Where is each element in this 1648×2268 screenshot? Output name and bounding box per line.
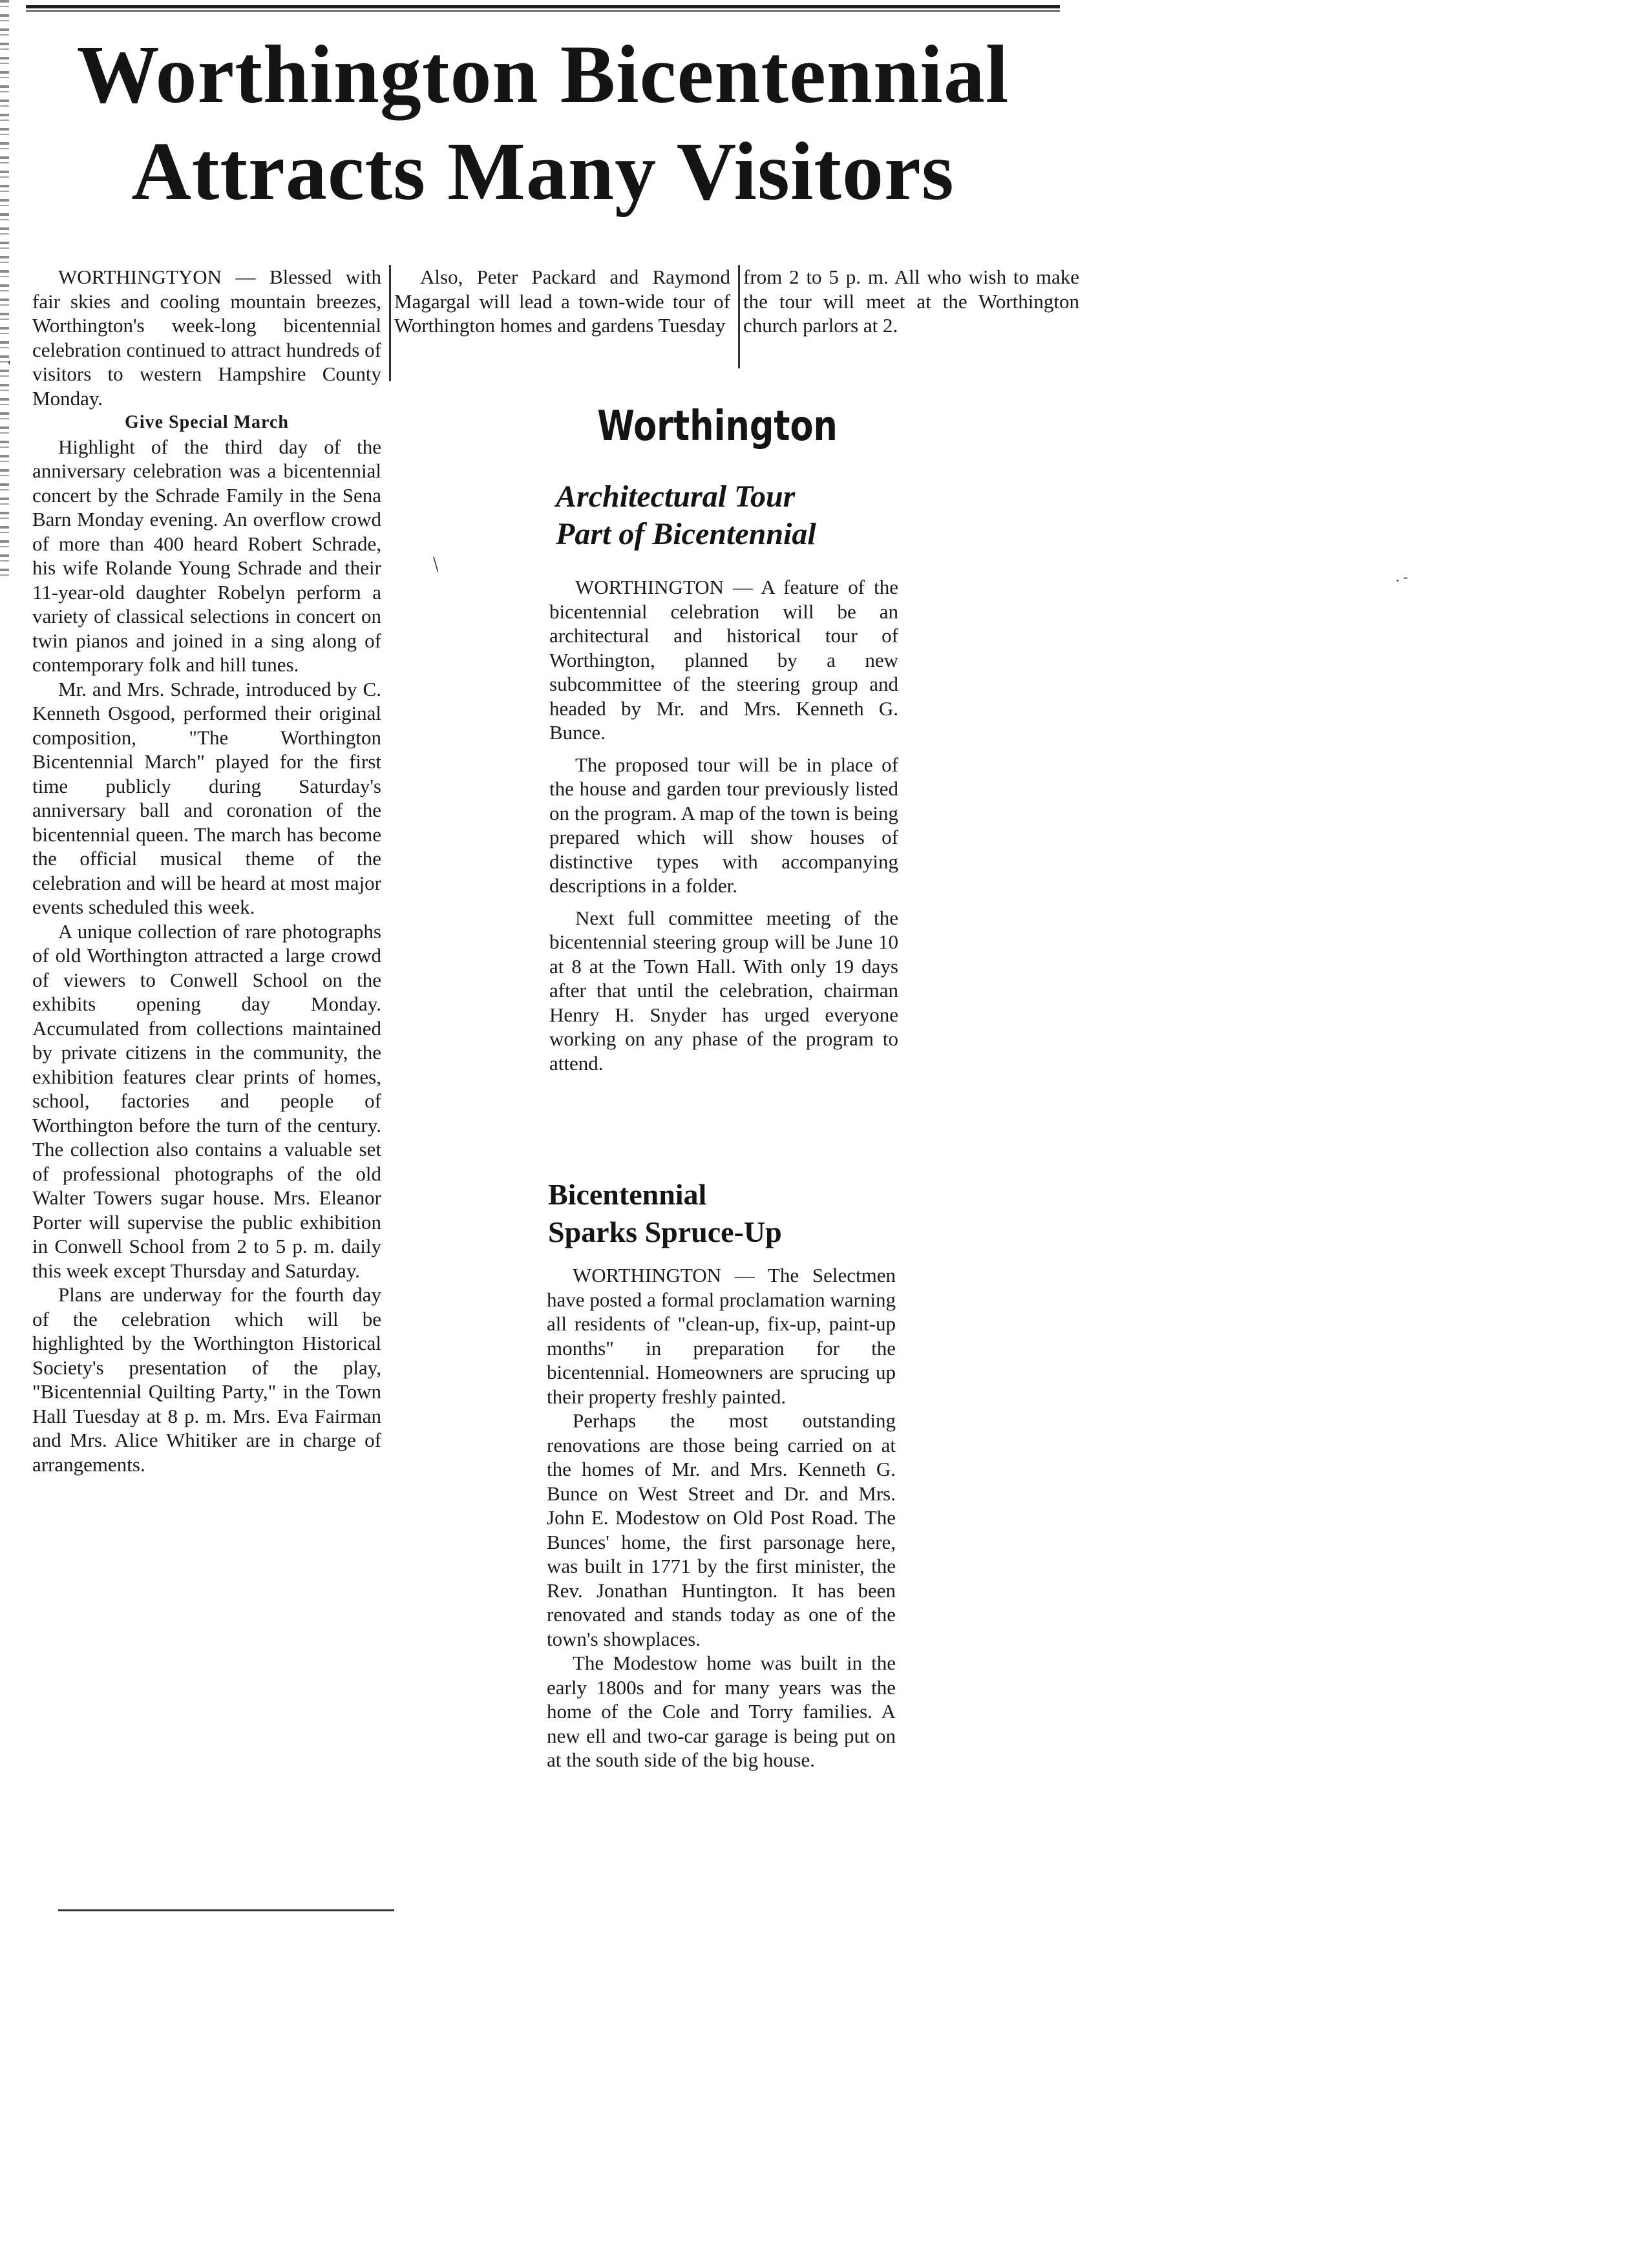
main-story-column-1 xyxy=(32,265,381,1476)
architectural-paragraph: Next full committee meeting of the bicentennial steering group will be June 10 at 8 at the Town Hall. With only 19 days after that until the celebration, chairman Henry H. Snyder has urged everyone working on any phase of the program to attend. xyxy=(549,906,898,1075)
spruce-head-line-1: Bicentennial xyxy=(548,1178,707,1211)
architectural-paragraph: The proposed tour will be in place of the house and garden tour previously listed on the program. A map of the town is being prepared which will show houses of distinctive types with accompanying descriptions in a folder. xyxy=(549,753,898,897)
top-rule-thin xyxy=(26,10,1060,12)
headline-spruce-up xyxy=(548,1176,910,1251)
spruce-paragraph: WORTHINGTON — The Selectmen have posted a formal proclamation warning all residents of "clean-up, fix-up, paint-up months" in preparation for the bicentennial. Homeowners are sprucing up their property freshly painted. xyxy=(547,1264,896,1408)
headline-line-1: Worthington Bicentennial xyxy=(76,28,1009,120)
main-story-paragraph: Plans are underway for the fourth day of the celebration which will be highlighted by the Worthington Historical Society's presentation of the play, "Bicentennial Quilting Party," in the Town Hall Tuesday at 8 p. m. Mrs. Eva Fairman and Mrs. Alice Whitiker are in charge of arrangements. xyxy=(32,1283,381,1476)
main-story-column-2 xyxy=(394,265,730,338)
headline-line-2: Attracts Many Visitors xyxy=(131,125,955,217)
main-story-column-3 xyxy=(743,265,1079,338)
scan-mark: / xyxy=(426,552,445,576)
column-rule xyxy=(738,265,740,368)
kicker-architectural-tour xyxy=(556,478,918,553)
scan-mark: ' xyxy=(8,359,11,375)
spruce-head-line-2: Sparks Spruce-Up xyxy=(548,1215,782,1248)
main-story-lead: WORTHINGTYON — Blessed with fair skies and cooling mountain breezes, Worthington's week-long bicentennial celebration continued to attract hundreds of visitors to western Hampshire County Monday. xyxy=(32,266,381,410)
architectural-paragraph: WORTHINGTON — A feature of the bicentennial celebration will be an architectural and historical tour of Worthington, planned by a new subcommittee of the steering group and headed by Mr. and Mrs. Kenneth G. Bunce. xyxy=(549,576,898,744)
spruce-story-body xyxy=(547,1263,896,1772)
story-end-rule xyxy=(58,1909,394,1911)
column-rule xyxy=(389,265,391,381)
kicker-line-2: Part of Bicentennial xyxy=(556,517,816,551)
architectural-story-body xyxy=(549,575,898,1075)
main-story-paragraph: Also, Peter Packard and Raymond Magargal will lead a town-wide tour of Worthington homes and gardens Tuesday xyxy=(394,266,730,337)
main-story-paragraph: from 2 to 5 p. m. All who wish to make the tour will meet at the Worthington church parlors at 2. xyxy=(743,266,1079,337)
kicker-line-1: Architectural Tour xyxy=(556,479,796,514)
spruce-paragraph: The Modestow home was built in the early 1800s and for many years was the home of the Cole and Torry families. A new ell and two-car garage is being put on at the south side of the big house. xyxy=(547,1652,896,1771)
subhead-give-special-march: Give Special March xyxy=(125,412,289,432)
spruce-paragraph: Perhaps the most outstanding renovations are those being carried on at the homes of Mr. and Mrs. Kenneth G. Bunce on West Street and Dr. and Mrs. John E. Modestow on Old Post Road. The Bunces' home, the first parsonage here, was built in 1771 by the first minister, the Rev. Jonathan Huntington. It has been renovated and stands today as one of the town's showplaces. xyxy=(547,1409,896,1650)
scan-edge-artifact xyxy=(0,0,9,582)
top-rule xyxy=(26,5,1060,8)
story-title-worthington: Worthington xyxy=(597,403,838,450)
main-story-paragraph: Mr. and Mrs. Schrade, introduced by C. Kenneth Osgood, performed their original composition, "The Worthington Bicentennial March" played for the first time publicly during Saturday's anniversary ball and coronation of the bicentennial queen. The march has become the official musical theme of the celebration and will be heard at most major events scheduled this week. xyxy=(32,677,381,918)
main-story-paragraph: Highlight of the third day of the anniversary celebration was a bicentennial concert by the Schrade Family in the Sena Barn Monday evening. An overflow crowd of more than 400 heard Robert Schrade, his wife Rolande Young Schrade and their 11-year-old daughter Robelyn perform a variety of classical selections in concert on twin pianos and joined in a sing along of contemporary folk and hill tunes. xyxy=(32,435,381,676)
scan-mark: . - xyxy=(1396,569,1408,585)
main-story-paragraph: A unique collection of rare photographs of old Worthington attracted a large crowd of viewers to Conwell School on the exhibits opening day Monday. Accumulated from collections maintained by private citizens in the community, the exhibition features clear prints of homes, school, factories and people of Worthington before the turn of the century. The collection also contains a valuable set of professional photographs of the old Walter Towers sugar house. Mrs. Eleanor Porter will supervise the public exhibition in Conwell School from 2 to 5 p. m. daily this week except Thursday and Saturday. xyxy=(32,919,381,1282)
page-headline xyxy=(26,26,1060,220)
